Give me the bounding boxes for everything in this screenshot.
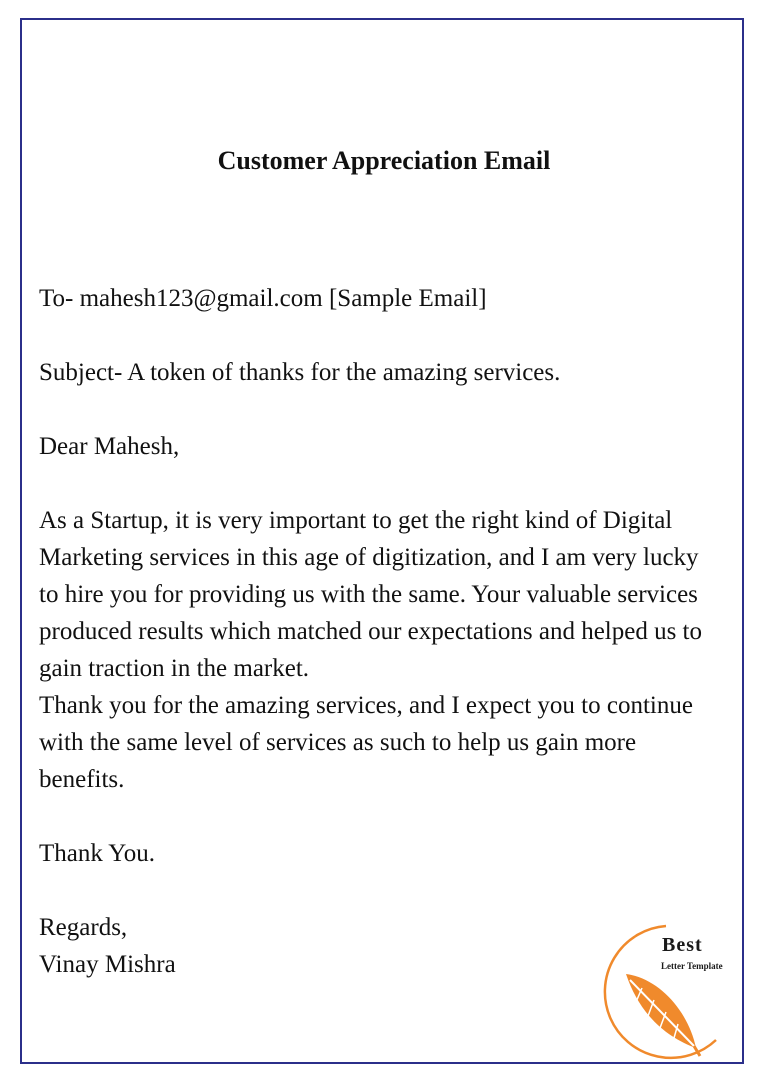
logo-subtitle: Letter Template	[661, 961, 723, 971]
paragraph-line: with the same level of services as such to help us gain more	[39, 729, 637, 756]
signoff: Regards,	[39, 914, 128, 941]
paragraph-line: produced results which matched our expectations and helped us to	[39, 618, 703, 645]
subject-line: Subject- A token of thanks for the amazing services.	[39, 359, 561, 386]
document-title: Customer Appreciation Email	[217, 146, 551, 175]
paragraph-line: to hire you for providing us with the same. Your valuable services	[39, 581, 698, 608]
paragraph-line: benefits.	[39, 766, 125, 793]
paragraph-line: Marketing services in this age of digitization, and I am very lucky	[39, 544, 699, 571]
feather-icon	[626, 974, 700, 1056]
signer-name: Vinay Mishra	[39, 951, 176, 978]
to-line: To- mahesh123@gmail.com [Sample Email]	[39, 285, 487, 312]
salutation: Dear Mahesh,	[39, 433, 180, 460]
paragraph-line: As a Startup, it is very important to get the right kind of Digital	[39, 507, 673, 534]
paragraph-line: gain traction in the market.	[39, 655, 310, 682]
letter-body	[39, 280, 739, 983]
paragraph-line: Thank you for the amazing services, and I expect you to continue	[39, 692, 693, 719]
logo-word: Best	[662, 934, 703, 956]
closing: Thank You.	[39, 840, 155, 867]
